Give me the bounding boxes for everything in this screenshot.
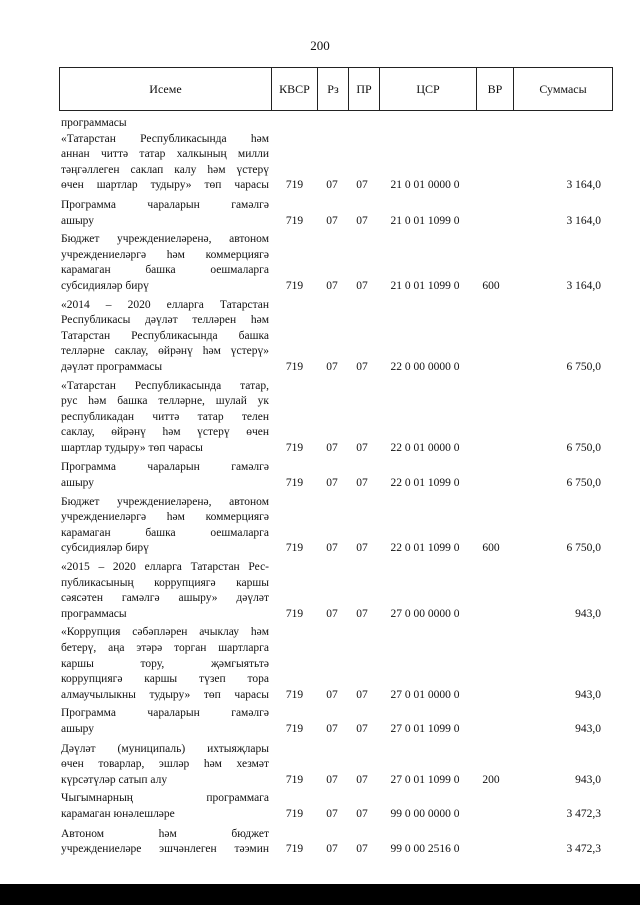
row-name-line: бетерү, аңа этәрә торган шартларга	[61, 642, 269, 654]
row-sum: 943,0	[575, 722, 601, 735]
row-name-line: аннан читтә татар халкының милли	[61, 148, 269, 161]
row-sum: 6 750,0	[566, 477, 601, 490]
page-number: 200	[310, 38, 330, 53]
table-body	[59, 112, 610, 858]
row-kvsr: 719	[285, 843, 304, 856]
row-pr: 07	[356, 542, 368, 555]
row-vr: 200	[482, 773, 500, 786]
row-name	[59, 706, 269, 737]
table-row	[59, 198, 610, 229]
row-csr: 27 0 01 0000 0	[390, 688, 460, 701]
row-pr: 07	[356, 360, 368, 373]
row-name-line: Республикасы дәүләт телләрен һәм	[61, 314, 269, 327]
row-csr: 22 0 00 0000 0	[390, 360, 460, 373]
row-rz: 07	[326, 214, 338, 227]
row-name	[59, 198, 269, 229]
row-kvsr: 719	[285, 214, 304, 227]
row-sum: 943,0	[575, 688, 601, 701]
row-kvsr: 719	[285, 773, 304, 786]
row-name	[59, 827, 269, 858]
row-rz: 07	[326, 542, 338, 555]
col-header-name: Исеме	[60, 68, 272, 111]
col-header-csr: ЦСР	[380, 68, 477, 111]
row-sum: 3 164,0	[566, 179, 601, 192]
row-name-line: Дәүләт (муниципаль) ихтыяҗлары	[61, 742, 269, 755]
row-name	[59, 625, 269, 703]
row-rz: 07	[326, 607, 338, 620]
row-pr: 07	[356, 441, 368, 454]
row-name-line: Программа чараларын гамәлгә	[61, 461, 269, 474]
row-name-line: программасы	[61, 607, 127, 620]
row-name-line: учреждениеләргә һәм коммерциягә	[61, 248, 269, 261]
row-csr: 27 0 01 1099 0	[390, 773, 460, 786]
row-name-line: күрсәтүләр сатып алу	[61, 773, 168, 786]
row-name-line: «Коррупция сәбәпләрен ачыклау һәм	[61, 626, 269, 639]
table-row	[59, 560, 610, 622]
row-name-line: субсидияләр бирү	[61, 279, 149, 292]
row-pr: 07	[356, 807, 368, 820]
row-rz: 07	[326, 477, 338, 490]
row-name-line: Программа чараларын гамәлгә	[61, 707, 269, 720]
row-name	[59, 460, 269, 491]
row-name-line: сәясәтен гамәлгә ашыру» дәүләт	[61, 592, 269, 605]
row-name-line: телләрне саклау, өйрәнү һәм үстерү»	[61, 345, 269, 358]
row-name-line: алмаучылыкны тудыру» төп чарасы	[61, 688, 269, 701]
row-rz: 07	[326, 773, 338, 786]
row-name	[59, 232, 269, 294]
row-name-line: рус һәм башка телләрне, шулай ук	[61, 395, 269, 408]
row-name	[59, 560, 269, 622]
row-csr: 21 0 01 1099 0	[390, 279, 460, 292]
table-row	[59, 706, 610, 737]
row-kvsr: 719	[285, 688, 304, 701]
row-csr: 22 0 01 1099 0	[390, 542, 460, 555]
scan-bottom-band	[0, 884, 640, 905]
row-pr: 07	[356, 477, 368, 490]
row-name-line: «2014 – 2020 елларга Татарстан	[61, 298, 269, 311]
row-pr: 07	[356, 688, 368, 701]
row-name-line: республикадан читтә татар телен	[61, 410, 269, 423]
row-name-line: программасы	[61, 117, 127, 129]
row-rz: 07	[326, 722, 338, 735]
row-csr: 99 0 00 0000 0	[390, 807, 460, 820]
row-name-line: учреждениеләре эшчәнлеген тәэмин	[61, 843, 269, 856]
table-header	[59, 67, 613, 111]
row-name	[59, 298, 269, 376]
table-row	[59, 379, 610, 457]
row-name-line: дәүләт программасы	[61, 360, 163, 373]
row-sum: 3 164,0	[566, 214, 601, 227]
row-pr: 07	[356, 843, 368, 856]
row-name-line: «Татарстан Республикасында татар,	[61, 379, 269, 392]
row-csr: 99 0 00 2516 0	[390, 843, 460, 856]
row-csr: 22 0 01 1099 0	[390, 477, 460, 490]
col-header-vr: ВР	[477, 68, 514, 111]
row-csr: 27 0 01 1099 0	[390, 722, 460, 735]
row-name	[59, 116, 269, 132]
row-sum: 3 164,0	[566, 279, 601, 292]
row-name-line: саклау, өйрәнү һәм үстерү өчен	[61, 426, 269, 439]
col-header-rz: Рз	[318, 68, 349, 111]
row-vr: 600	[482, 279, 500, 292]
row-sum: 6 750,0	[566, 441, 601, 454]
row-rz: 07	[326, 179, 338, 192]
row-vr: 600	[482, 542, 500, 555]
table-row	[59, 495, 610, 557]
row-name	[59, 132, 269, 194]
row-name	[59, 742, 269, 789]
row-kvsr: 719	[285, 807, 304, 820]
table-row	[59, 132, 610, 194]
row-kvsr: 719	[285, 360, 304, 373]
row-sum: 6 750,0	[566, 542, 601, 555]
row-pr: 07	[356, 214, 368, 227]
table-row	[59, 460, 610, 491]
row-rz: 07	[326, 807, 338, 820]
row-name	[59, 791, 269, 822]
row-kvsr: 719	[285, 542, 304, 555]
table-row	[59, 827, 610, 858]
row-kvsr: 719	[285, 179, 304, 192]
row-name-line: шартлар тудыру» төп чарасы	[61, 441, 203, 454]
row-pr: 07	[356, 773, 368, 786]
row-kvsr: 719	[285, 607, 304, 620]
row-kvsr: 719	[285, 441, 304, 454]
row-name-line: өчен шартлар тудыру» төп чарасы	[61, 179, 269, 192]
row-rz: 07	[326, 441, 338, 454]
row-name-line: карамаган юнәлешләре	[61, 807, 175, 820]
row-name-line: Программа чараларын гамәлгә	[61, 198, 269, 211]
row-sum: 943,0	[575, 773, 601, 786]
row-rz: 07	[326, 279, 338, 292]
row-name	[59, 379, 269, 457]
table-row	[59, 791, 610, 822]
row-name	[59, 495, 269, 557]
row-kvsr: 719	[285, 477, 304, 490]
col-header-kvsr: КВСР	[272, 68, 318, 111]
row-name-line: карамаган башка оешмаларга	[61, 264, 269, 277]
row-name-line: учреждениеләргә һәм коммерциягә	[61, 511, 269, 524]
row-sum: 943,0	[575, 607, 601, 620]
row-name-line: Бюджет учреждениеләренә, автоном	[61, 495, 269, 508]
table-row	[59, 625, 610, 703]
table-row	[59, 232, 610, 294]
row-csr: 27 0 00 0000 0	[390, 607, 460, 620]
row-kvsr: 719	[285, 279, 304, 292]
row-sum: 6 750,0	[566, 360, 601, 373]
row-name-line: «2015 – 2020 елларга Татарстан Рес-	[61, 561, 269, 574]
col-header-pr: ПР	[349, 68, 380, 111]
row-pr: 07	[356, 722, 368, 735]
row-rz: 07	[326, 360, 338, 373]
row-csr: 21 0 01 0000 0	[390, 179, 460, 192]
table-row	[59, 116, 610, 132]
row-name-line: коррупциягә каршы түзеп тора	[61, 673, 269, 686]
row-rz: 07	[326, 688, 338, 701]
row-name-line: ашыру	[61, 722, 95, 735]
row-name-line: тәңгәллеген саклап калу һәм үстерү	[61, 163, 269, 176]
row-name-line: публикасының коррупциягә каршы	[61, 576, 269, 589]
row-name-line: өчен товарлар, эшләр һәм хезмәт	[61, 758, 269, 771]
row-pr: 07	[356, 179, 368, 192]
table-row	[59, 742, 610, 789]
table-row	[59, 298, 610, 376]
row-name-line: субсидияләр бирү	[61, 542, 149, 555]
row-name-line: карамаган башка оешмаларга	[61, 526, 269, 539]
row-rz: 07	[326, 843, 338, 856]
row-pr: 07	[356, 607, 368, 620]
row-name-line: Бюджет учреждениеләренә, автоном	[61, 233, 269, 246]
row-name-line: ашыру	[61, 214, 95, 227]
row-csr: 21 0 01 1099 0	[390, 214, 460, 227]
row-kvsr: 719	[285, 722, 304, 735]
row-sum: 3 472,3	[566, 807, 601, 820]
row-sum: 3 472,3	[566, 843, 601, 856]
row-name-line: ашыру	[61, 477, 95, 490]
col-header-sum: Суммасы	[514, 68, 613, 111]
row-name-line: «Татарстан Республикасында һәм	[61, 132, 269, 145]
row-name-line: каршы тору, җәмгыятьтә	[61, 657, 269, 670]
row-name-line: Чыгымнарның программага	[61, 792, 269, 805]
row-name-line: Татарстан Республикасында башка	[61, 329, 269, 342]
row-name-line: Автоном һәм бюджет	[61, 827, 269, 840]
row-pr: 07	[356, 279, 368, 292]
row-csr: 22 0 01 0000 0	[390, 441, 460, 454]
